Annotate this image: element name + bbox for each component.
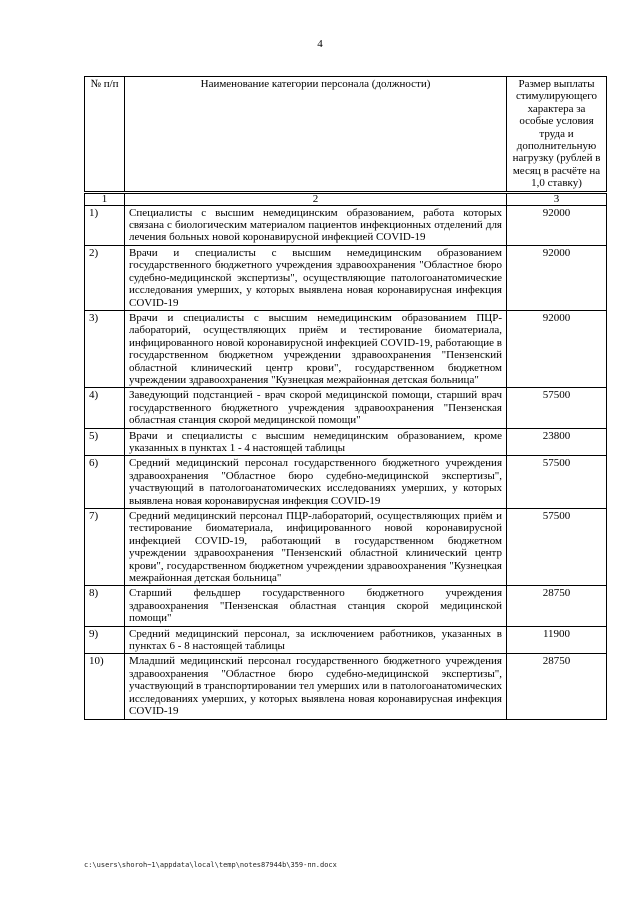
header-category: Наименование категории персонала (должности) <box>125 77 507 193</box>
row-number: 8) <box>85 586 125 626</box>
row-category: Старший фельдшер государственного бюджетного учреждения здравоохранения "Пензенская областная станция скорой медицинской помощи" <box>125 586 507 626</box>
row-number: 2) <box>85 245 125 310</box>
row-amount: 57500 <box>507 456 607 509</box>
column-number: 1 <box>85 192 125 205</box>
row-number: 9) <box>85 626 125 654</box>
row-amount: 57500 <box>507 509 607 586</box>
row-category: Врачи и специалисты с высшим немедицинским образованием государственного бюджетного учреждения здравоохранения "Областное бюро судебно-медицинской экспертизы", осуществляющие патологоанатомические исследования умерших, у которых выявлена новая коронавирусная инфекция COVID-19 <box>125 245 507 310</box>
row-amount: 92000 <box>507 245 607 310</box>
row-amount: 92000 <box>507 310 607 387</box>
row-category: Средний медицинский персонал ПЦР-лабораторий, осуществляющих приём и тестирование биоматериала, инфицированного новой коронавирусной инфекцией COVID-19, работающий в государственном бюджетном учреждении здравоохранения "Пензенский областной клинический центр крови", государственном бюджетном учреждении здравоохранения "Кузнецкая межрайонная детская больница" <box>125 509 507 586</box>
row-amount: 23800 <box>507 428 607 456</box>
row-number: 4) <box>85 388 125 428</box>
row-amount: 57500 <box>507 388 607 428</box>
row-number: 10) <box>85 654 125 719</box>
row-number: 6) <box>85 456 125 509</box>
column-number: 3 <box>507 192 607 205</box>
table-row <box>85 654 607 719</box>
row-number: 5) <box>85 428 125 456</box>
page-number: 4 <box>317 38 323 50</box>
row-category: Средний медицинский персонал, за исключением работников, указанных в пунктах 6 - 8 настоящей таблицы <box>125 626 507 654</box>
table-row <box>85 509 607 586</box>
row-number: 3) <box>85 310 125 387</box>
table-row <box>85 388 607 428</box>
row-category: Специалисты с высшим немедицинским образованием, работа которых связана с биологическим материалом пациентов инфекционных отделений для лечения больных новой коронавирусной инфекцией COVID-19 <box>125 205 507 245</box>
header-payment: Размер выплаты стимулирующего характера за особые условия труда и дополнительную нагрузку (рублей в месяц в расчёте на 1,0 ставку) <box>507 77 607 193</box>
row-amount: 11900 <box>507 626 607 654</box>
row-category: Средний медицинский персонал государственного бюджетного учреждения здравоохранения "Областное бюро судебно-медицинской экспертизы", участвующий в патологоанатомических исследованиях умерших, у которых выявлена новая коронавирусная инфекция COVID-19 <box>125 456 507 509</box>
table-row <box>85 310 607 387</box>
table-row <box>85 586 607 626</box>
row-number: 7) <box>85 509 125 586</box>
row-amount: 28750 <box>507 586 607 626</box>
row-number: 1) <box>85 205 125 245</box>
row-category: Врачи и специалисты с высшим немедицинским образованием, кроме указанных в пунктах 1 - 4 настоящей таблицы <box>125 428 507 456</box>
row-category: Заведующий подстанцией - врач скорой медицинской помощи, старший врач государственного бюджетного учреждения здравоохранения "Пензенская областная станция скорой медицинской помощи" <box>125 388 507 428</box>
table-row <box>85 626 607 654</box>
table-row <box>85 428 607 456</box>
column-number: 2 <box>125 192 507 205</box>
column-numbers-row <box>85 192 607 205</box>
table-row <box>85 456 607 509</box>
document-file-path: c:\users\shoroh~1\appdata\local\temp\notes87944b\359-пп.docx <box>84 861 337 869</box>
row-amount: 28750 <box>507 654 607 719</box>
table-row <box>85 205 607 245</box>
row-category: Младший медицинский персонал государственного бюджетного учреждения здравоохранения "Областное бюро судебно-медицинской экспертизы", участвующий в транспортировании тел умерших или в патологоанатомических исследованиях умерших, у которых выявлена новая коронавирусная инфекция COVID-19 <box>125 654 507 719</box>
row-category: Врачи и специалисты с высшим немедицинским образованием ПЦР-лабораторий, осуществляющих приём и тестирование биоматериала, инфицированного новой коронавирусной инфекцией COVID-19, работающие в государственном бюджетном учреждении здравоохранения "Пензенский областной клинический центр крови", государственном бюджетном учреждении здравоохранения "Кузнецкая межрайонная детская больница" <box>125 310 507 387</box>
header-row <box>85 77 607 193</box>
header-number: № п/п <box>85 77 125 193</box>
payment-table <box>84 76 607 720</box>
row-amount: 92000 <box>507 205 607 245</box>
table-row <box>85 245 607 310</box>
